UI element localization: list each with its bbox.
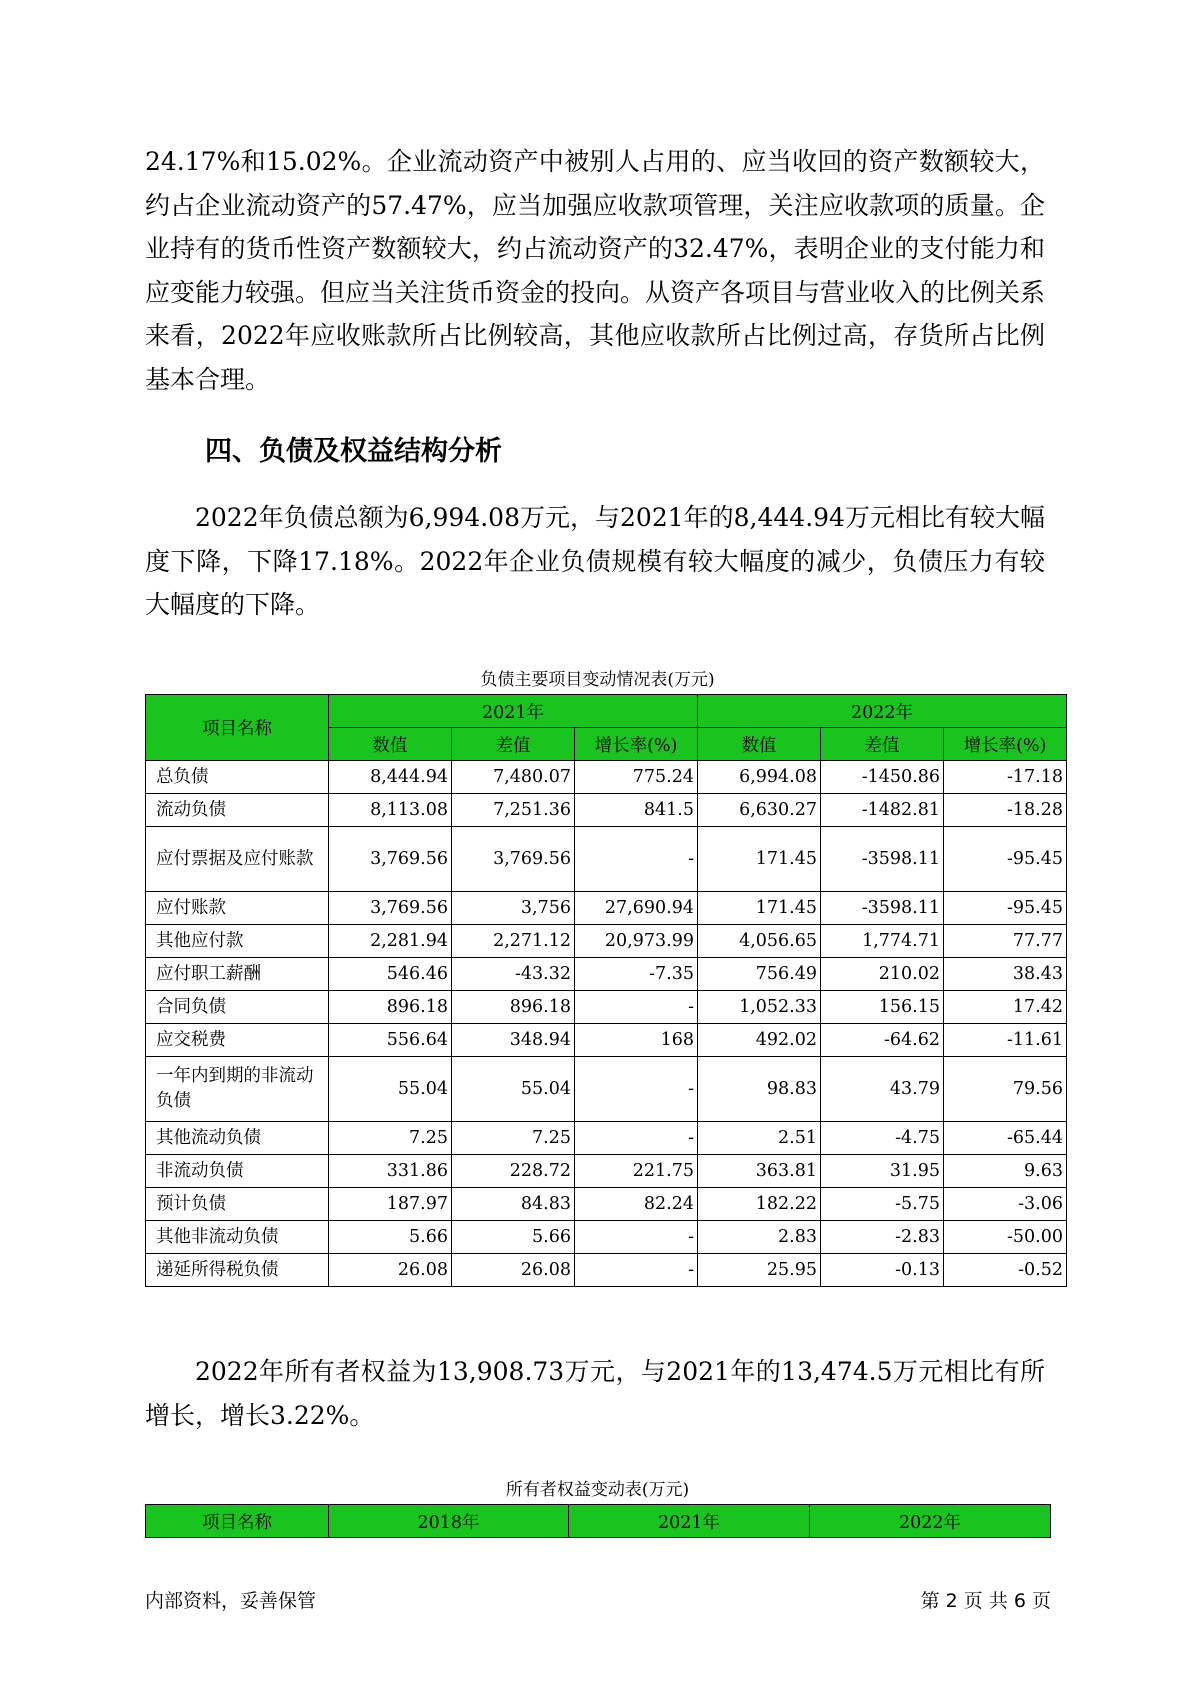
table-row <box>146 1254 1067 1287</box>
row-cell: 7,251.36 <box>452 794 575 827</box>
row-item-name: 应付账款 <box>146 892 329 925</box>
row-item-name: 合同负债 <box>146 991 329 1024</box>
equity-table-caption: 所有者权益变动表(万元) <box>505 1480 690 1500</box>
row-cell: 3,756 <box>452 892 575 925</box>
row-cell: -7.35 <box>575 958 698 991</box>
row-cell: 896.18 <box>452 991 575 1024</box>
row-cell: 7.25 <box>329 1122 452 1155</box>
row-cell: 841.5 <box>575 794 698 827</box>
row-cell: - <box>575 1221 698 1254</box>
row-cell: -64.62 <box>821 1024 944 1057</box>
liability-table <box>145 694 1067 1287</box>
row-cell: 1,774.71 <box>821 925 944 958</box>
row-cell: 187.97 <box>329 1188 452 1221</box>
row-item-name: 非流动负债 <box>146 1155 329 1188</box>
row-cell: 55.04 <box>329 1057 452 1122</box>
row-cell: 5.66 <box>329 1221 452 1254</box>
row-cell: - <box>575 991 698 1024</box>
row-cell: 2.51 <box>698 1122 821 1155</box>
equity-header-2018: 2018年 <box>329 1505 569 1538</box>
row-cell: -11.61 <box>944 1024 1067 1057</box>
row-cell: 26.08 <box>329 1254 452 1287</box>
row-cell: 26.08 <box>452 1254 575 1287</box>
row-cell: -1450.86 <box>821 761 944 794</box>
row-cell: 20,973.99 <box>575 925 698 958</box>
row-cell: -17.18 <box>944 761 1067 794</box>
row-cell: - <box>575 1122 698 1155</box>
equity-header-item-name: 项目名称 <box>146 1505 329 1538</box>
row-cell: 98.83 <box>698 1057 821 1122</box>
row-cell: 210.02 <box>821 958 944 991</box>
row-item-name: 其他非流动负债 <box>146 1221 329 1254</box>
row-cell: -95.45 <box>944 827 1067 892</box>
footer-confidential-note: 内部资料，妥善保管 <box>145 1590 317 1612</box>
table-row <box>146 991 1067 1024</box>
row-item-name: 其他应付款 <box>146 925 329 958</box>
row-cell: 17.42 <box>944 991 1067 1024</box>
table-row <box>146 827 1067 892</box>
table-row <box>146 892 1067 925</box>
row-item-name: 递延所得税负债 <box>146 1254 329 1287</box>
row-item-name: 预计负债 <box>146 1188 329 1221</box>
row-cell: 5.66 <box>452 1221 575 1254</box>
table-row <box>146 1155 1067 1188</box>
row-cell: 756.49 <box>698 958 821 991</box>
row-cell: 43.79 <box>821 1057 944 1122</box>
footer-page-number: 第 2 页 共 6 页 <box>920 1590 1051 1612</box>
row-item-name: 总负债 <box>146 761 329 794</box>
row-cell: 7.25 <box>452 1122 575 1155</box>
row-cell: -43.32 <box>452 958 575 991</box>
row-cell: 82.24 <box>575 1188 698 1221</box>
table-row <box>146 925 1067 958</box>
row-cell: - <box>575 827 698 892</box>
row-cell: 2.83 <box>698 1221 821 1254</box>
table-row <box>146 958 1067 991</box>
row-cell: 6,630.27 <box>698 794 821 827</box>
row-cell: 9.63 <box>944 1155 1067 1188</box>
row-cell: 331.86 <box>329 1155 452 1188</box>
row-cell: 3,769.56 <box>329 827 452 892</box>
header-value: 数值 <box>329 728 452 761</box>
row-cell: 556.64 <box>329 1024 452 1057</box>
row-cell: -3598.11 <box>821 892 944 925</box>
row-cell: -4.75 <box>821 1122 944 1155</box>
liability-table-body <box>146 761 1067 1287</box>
row-cell: 25.95 <box>698 1254 821 1287</box>
row-item-name: 流动负债 <box>146 794 329 827</box>
row-cell: 171.45 <box>698 827 821 892</box>
header-value: 数值 <box>698 728 821 761</box>
row-cell: 31.95 <box>821 1155 944 1188</box>
equity-header-2022: 2022年 <box>810 1505 1051 1538</box>
row-cell: 79.56 <box>944 1057 1067 1122</box>
row-item-name: 一年内到期的非流动负债 <box>146 1057 329 1122</box>
row-cell: 55.04 <box>452 1057 575 1122</box>
table-row <box>146 1024 1067 1057</box>
row-item-name: 应付票据及应付账款 <box>146 827 329 892</box>
row-cell: -0.13 <box>821 1254 944 1287</box>
liability-table-caption: 负债主要项目变动情况表(万元) <box>480 670 715 690</box>
table-row <box>146 794 1067 827</box>
header-growth: 增长率(%) <box>944 728 1067 761</box>
row-cell: -95.45 <box>944 892 1067 925</box>
row-cell: 492.02 <box>698 1024 821 1057</box>
row-cell: 27,690.94 <box>575 892 698 925</box>
row-cell: 38.43 <box>944 958 1067 991</box>
table-row <box>146 1057 1067 1122</box>
row-cell: - <box>575 1254 698 1287</box>
row-cell: 221.75 <box>575 1155 698 1188</box>
row-cell: 546.46 <box>329 958 452 991</box>
row-cell: -65.44 <box>944 1122 1067 1155</box>
table-row <box>146 1221 1067 1254</box>
row-item-name: 应交税费 <box>146 1024 329 1057</box>
header-year-2022: 2022年 <box>698 695 1067 728</box>
row-cell: - <box>575 1057 698 1122</box>
table-row <box>146 1122 1067 1155</box>
row-cell: 8,113.08 <box>329 794 452 827</box>
equity-header-2021: 2021年 <box>569 1505 810 1538</box>
header-diff: 差值 <box>452 728 575 761</box>
row-cell: 348.94 <box>452 1024 575 1057</box>
row-item-name: 其他流动负债 <box>146 1122 329 1155</box>
paragraph-equity-summary: 2022年所有者权益为13,908.73万元，与2021年的13,474.5万元相比有所增长，增长3.22%。 <box>145 1357 1045 1430</box>
row-cell: 2,281.94 <box>329 925 452 958</box>
paragraph-asset-analysis: 24.17%和15.02%。企业流动资产中被别人占用的、应当收回的资产数额较大，约占企业流动资产的57.47%，应当加强应收款项管理，关注应收款项的质量。企业持有的货币性资产数额较大，约占流动资产的32.47%，表明企业的支付能力和应变能力较强。但应当关注货币资金的投向。从资产各项目与营业收入的比例关系来看，2022年应收账款所占比例较高，其他应收款所占比例过高，存货所占比例基本合理。 <box>145 147 1046 394</box>
header-diff: 差值 <box>821 728 944 761</box>
section-heading: 四、负债及权益结构分析 <box>205 436 502 467</box>
paragraph-liability-summary: 2022年负债总额为6,994.08万元，与2021年的8,444.94万元相比有较大幅度下降，下降17.18%。2022年企业负债规模有较大幅度的减少，负债压力有较大幅度的下降。 <box>145 503 1045 619</box>
row-cell: 1,052.33 <box>698 991 821 1024</box>
row-cell: -50.00 <box>944 1221 1067 1254</box>
table-row <box>146 1188 1067 1221</box>
row-cell: 8,444.94 <box>329 761 452 794</box>
row-cell: 3,769.56 <box>452 827 575 892</box>
row-cell: -18.28 <box>944 794 1067 827</box>
table-row <box>146 761 1067 794</box>
row-cell: 896.18 <box>329 991 452 1024</box>
row-cell: -3598.11 <box>821 827 944 892</box>
header-item-name: 项目名称 <box>146 695 329 761</box>
row-cell: 3,769.56 <box>329 892 452 925</box>
row-cell: 6,994.08 <box>698 761 821 794</box>
equity-table <box>145 1504 1051 1538</box>
header-year-2021: 2021年 <box>329 695 698 728</box>
row-cell: -1482.81 <box>821 794 944 827</box>
row-cell: 168 <box>575 1024 698 1057</box>
row-cell: -0.52 <box>944 1254 1067 1287</box>
row-cell: 4,056.65 <box>698 925 821 958</box>
row-cell: 228.72 <box>452 1155 575 1188</box>
row-cell: -3.06 <box>944 1188 1067 1221</box>
row-cell: 84.83 <box>452 1188 575 1221</box>
row-cell: 77.77 <box>944 925 1067 958</box>
row-item-name: 应付职工薪酬 <box>146 958 329 991</box>
row-cell: 775.24 <box>575 761 698 794</box>
row-cell: 171.45 <box>698 892 821 925</box>
row-cell: 182.22 <box>698 1188 821 1221</box>
row-cell: 7,480.07 <box>452 761 575 794</box>
row-cell: 363.81 <box>698 1155 821 1188</box>
row-cell: -5.75 <box>821 1188 944 1221</box>
row-cell: -2.83 <box>821 1221 944 1254</box>
header-growth: 增长率(%) <box>575 728 698 761</box>
row-cell: 156.15 <box>821 991 944 1024</box>
row-cell: 2,271.12 <box>452 925 575 958</box>
